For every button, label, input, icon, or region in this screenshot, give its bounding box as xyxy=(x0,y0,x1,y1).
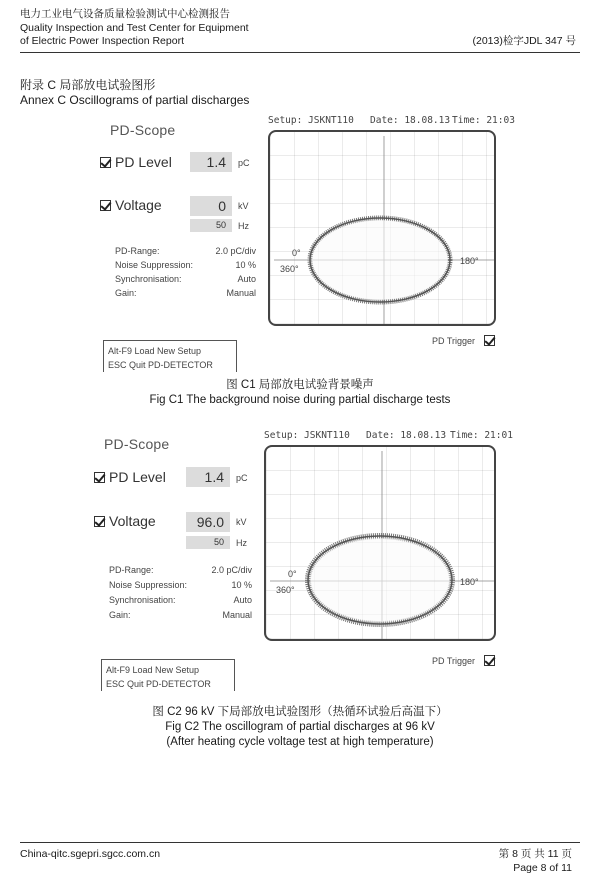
menu-load-setup[interactable]: Alt-F9 Load New Setup xyxy=(108,346,202,356)
report-number: (2013)检字JDL 347 号 xyxy=(472,35,576,47)
pd-level-label: PD Level xyxy=(115,154,172,170)
ellipse-trace-icon xyxy=(270,132,498,328)
param-value: 2.0 pC/div xyxy=(211,565,252,575)
date-label: Date: 18.08.13 xyxy=(370,115,451,126)
scope-title: PD-Scope xyxy=(104,436,170,452)
param-value: Auto xyxy=(237,274,256,284)
frequency-value: 50 xyxy=(186,536,230,549)
figure-1-caption-en: Fig C1 The background noise during partial discharge tests xyxy=(149,394,451,406)
scope-title: PD-Scope xyxy=(110,122,176,138)
footer-divider xyxy=(20,842,580,843)
voltage-label: Voltage xyxy=(115,197,162,213)
pd-level-label: PD Level xyxy=(109,469,166,485)
report-header-en-1: Quality Inspection and Test Center for Equipment xyxy=(20,22,249,34)
figure-2-caption-en: Fig C2 The oscillogram of partial discharges at 96 kV xyxy=(165,721,435,733)
pd-trigger-checkbox[interactable] xyxy=(484,335,495,346)
figure-2-caption-cn: 图 C2 96 kV 下局部放电试验图形（热循环试验后高温下） xyxy=(152,706,448,718)
footer-page-cn: 第 8 页 共 11 页 xyxy=(498,848,572,860)
pd-trigger-label: PD Trigger xyxy=(432,336,476,346)
voltage-checkbox[interactable] xyxy=(94,516,105,527)
voltage-value: 96.0 xyxy=(186,512,230,532)
report-header-en-2: of Electric Power Inspection Report xyxy=(20,35,184,47)
frequency-unit: Hz xyxy=(236,538,247,548)
ellipse-trace-icon xyxy=(266,447,498,643)
param-label: Gain: xyxy=(115,288,137,298)
oscilloscope-screen xyxy=(264,445,496,641)
key-menu xyxy=(103,340,237,372)
param-label: PD-Range: xyxy=(115,246,160,256)
figure-2-caption-en-2: (After heating cycle voltage test at high temperature) xyxy=(166,736,434,748)
annex-title-en: Annex C Oscillograms of partial discharges xyxy=(20,93,250,107)
menu-quit[interactable]: ESC Quit PD-DETECTOR xyxy=(106,679,211,689)
param-value: Manual xyxy=(226,288,256,298)
frequency-unit: Hz xyxy=(238,221,249,231)
pd-trigger-checkbox[interactable] xyxy=(484,655,495,666)
pd-trigger-label: PD Trigger xyxy=(432,656,476,666)
param-value: 10 % xyxy=(231,580,252,590)
header-divider xyxy=(20,52,580,53)
param-value: Auto xyxy=(233,595,252,605)
pd-level-value: 1.4 xyxy=(186,467,230,487)
time-label: Time: 21:01 xyxy=(450,430,513,441)
key-menu xyxy=(101,659,235,691)
voltage-unit: kV xyxy=(238,201,249,211)
param-label: Synchronisation: xyxy=(115,274,182,284)
footer-website: China-qitc.sgepri.sgcc.com.cn xyxy=(20,848,161,860)
pd-level-unit: pC xyxy=(236,473,248,483)
param-label: Noise Suppression: xyxy=(109,580,188,590)
voltage-value: 0 xyxy=(190,196,232,216)
footer-page-en: Page 8 of 11 xyxy=(513,862,572,874)
figure-1-caption-cn: 图 C1 局部放电试验背景噪声 xyxy=(226,379,374,391)
phase-360-label: 360° xyxy=(276,585,295,595)
pd-level-unit: pC xyxy=(238,158,250,168)
param-label: Synchronisation: xyxy=(109,595,176,605)
param-value: 10 % xyxy=(235,260,256,270)
menu-quit[interactable]: ESC Quit PD-DETECTOR xyxy=(108,360,213,370)
menu-load-setup[interactable]: Alt-F9 Load New Setup xyxy=(106,665,200,675)
phase-180-label: 180° xyxy=(460,256,479,266)
phase-360-label: 360° xyxy=(280,264,299,274)
pd-level-checkbox[interactable] xyxy=(94,472,105,483)
pd-level-checkbox[interactable] xyxy=(100,157,111,168)
time-label: Time: 21:03 xyxy=(452,115,515,126)
date-label: Date: 18.08.13 xyxy=(366,430,447,441)
frequency-value: 50 xyxy=(190,219,232,232)
param-label: Gain: xyxy=(109,610,131,620)
phase-180-label: 180° xyxy=(460,577,479,587)
report-header-cn: 电力工业电气设备质量检验测试中心检测报告 xyxy=(20,8,230,20)
pd-level-value: 1.4 xyxy=(190,152,232,172)
param-value: 2.0 pC/div xyxy=(215,246,256,256)
annex-title-cn: 附录 C 局部放电试验图形 xyxy=(20,78,156,92)
voltage-checkbox[interactable] xyxy=(100,200,111,211)
phase-0-label: 0° xyxy=(288,569,297,579)
voltage-label: Voltage xyxy=(109,513,156,529)
param-label: PD-Range: xyxy=(109,565,154,575)
setup-label: Setup: JSKNT110 xyxy=(268,115,354,126)
param-value: Manual xyxy=(222,610,252,620)
oscilloscope-screen xyxy=(268,130,496,326)
param-label: Noise Suppression: xyxy=(115,260,194,270)
setup-label: Setup: JSKNT110 xyxy=(264,430,350,441)
phase-0-label: 0° xyxy=(292,248,301,258)
voltage-unit: kV xyxy=(236,517,247,527)
